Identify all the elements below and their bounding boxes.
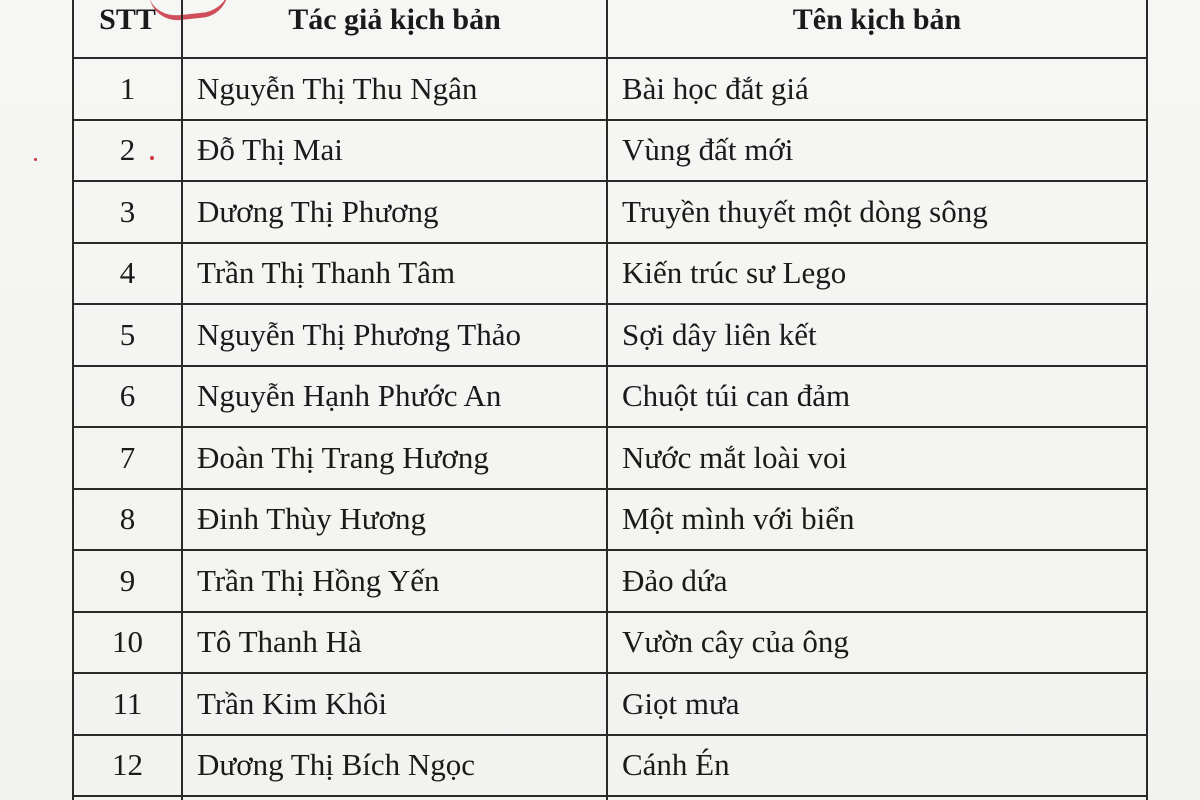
row-stt: 7	[73, 427, 182, 489]
row-stt: 4	[73, 243, 182, 305]
row-author: Nguyễn Hạnh Phước An	[182, 366, 607, 428]
row-author: Dương Thị Bích Ngọc	[182, 735, 607, 797]
table-row	[73, 673, 1147, 735]
row-stt: 8	[73, 489, 182, 551]
table-row-partial	[73, 796, 1147, 800]
table-row	[73, 427, 1147, 489]
row-author: Đỗ Thị Mai	[182, 120, 607, 182]
row-author: Đinh Thùy Hương	[182, 489, 607, 551]
row-stt: 6	[73, 366, 182, 428]
row-stt	[73, 796, 182, 800]
header-author: Tác giả kịch bản	[182, 0, 607, 58]
row-title: Chuột túi can đảm	[607, 366, 1147, 428]
row-stt: 12	[73, 735, 182, 797]
table-row	[73, 550, 1147, 612]
table-row	[73, 58, 1147, 120]
row-stt: 11	[73, 673, 182, 735]
row-title: Sợi dây liên kết	[607, 304, 1147, 366]
table-row	[73, 612, 1147, 674]
ink-dot	[34, 158, 37, 161]
row-stt: 10	[73, 612, 182, 674]
row-author: Nguyễn Thị Thu Ngân	[182, 58, 607, 120]
table-row	[73, 366, 1147, 428]
row-title: Giọt mưa	[607, 673, 1147, 735]
table-row	[73, 243, 1147, 305]
row-title: Một mình với biển	[607, 489, 1147, 551]
row-title: Nước mắt loài voi	[607, 427, 1147, 489]
row-stt: 9	[73, 550, 182, 612]
row-author: Trần Kim Khôi	[182, 673, 607, 735]
row-title: Đảo dứa	[607, 550, 1147, 612]
row-author: Nguyễn Thị Phương Thảo	[182, 304, 607, 366]
row-author: Đoàn Thị Trang Hương	[182, 427, 607, 489]
row-title: Kiến trúc sư Lego	[607, 243, 1147, 305]
header-stt: STT	[73, 0, 182, 58]
table-header-row	[73, 0, 1147, 58]
script-list-table	[72, 0, 1148, 800]
row-title: Vùng đất mới	[607, 120, 1147, 182]
row-author: Trần Thị Thanh Tâm	[182, 243, 607, 305]
row-title: Cánh Én	[607, 735, 1147, 797]
row-stt: 3	[73, 181, 182, 243]
row-title: Vườn cây của ông	[607, 612, 1147, 674]
row-author: Trần Thị Hồng Yến	[182, 550, 607, 612]
row-stt: 5	[73, 304, 182, 366]
table-row	[73, 120, 1147, 182]
table-row	[73, 304, 1147, 366]
row-title	[607, 796, 1147, 800]
table-row	[73, 489, 1147, 551]
row-author: Dương Thị Phương	[182, 181, 607, 243]
row-title: Truyền thuyết một dòng sông	[607, 181, 1147, 243]
table-row	[73, 181, 1147, 243]
row-author	[182, 796, 607, 800]
table-row	[73, 735, 1147, 797]
row-stt: 2	[73, 120, 182, 182]
row-stt: 1	[73, 58, 182, 120]
row-title: Bài học đắt giá	[607, 58, 1147, 120]
row-author: Tô Thanh Hà	[182, 612, 607, 674]
header-title: Tên kịch bản	[607, 0, 1147, 58]
